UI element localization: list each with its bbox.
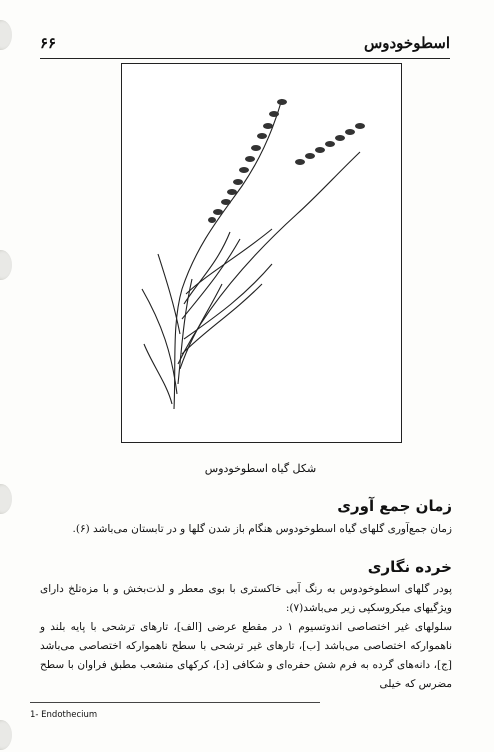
page-number: ۶۶ [40,34,57,52]
page-header [40,34,450,54]
running-title: اسطوخودوس [363,34,450,52]
figure-caption: شکل گیاه اسطوخودوس [204,462,317,475]
section-heading-microscopy: خرده نگاری [367,558,452,576]
paragraph-microscopic-features: سلولهای غیر اختصاصی اندوتسیوم ۱ در مقطع عرضی [الف]، تارهای ترشحی با پایه بلند و ناهموارکه اختصاصی می‌باشد [ب]، تارهای غیر ترشحی با سطح ناهموارکه اختصاصی می‌باشد [ج]، دانه‌های گرده به فرم شش حفره‌ای و شکافی [د]، کرکهای منشعب مطبق فراوان با سطح مضرس که خیلی [40,621,452,690]
binder-hole [0,250,12,280]
footnote: 1- Endothecium [30,710,98,720]
paragraph-collection-time: زمان جمع‌آوری گلهای گیاه اسطوخودوس هنگام باز شدن گلها و در تابستان می‌باشد (۶). [72,523,452,535]
binder-hole [0,484,12,514]
lavender-plant-drawing [122,64,401,442]
plant-illustration-frame [121,63,402,443]
header-rule [40,58,450,59]
binder-hole [0,20,12,50]
paragraph-powder-description: پودر گلهای اسطوخودوس به رنگ آبی خاکستری با بوی معطر و لذت‌بخش و با مزه‌تلخ دارای ویژگیهای میکروسکپی زیر می‌باشد(۷): [40,583,452,614]
footnote-rule [30,702,320,703]
section-heading-collection-time: زمان جمع آوری [337,497,452,515]
binder-hole [0,720,12,750]
